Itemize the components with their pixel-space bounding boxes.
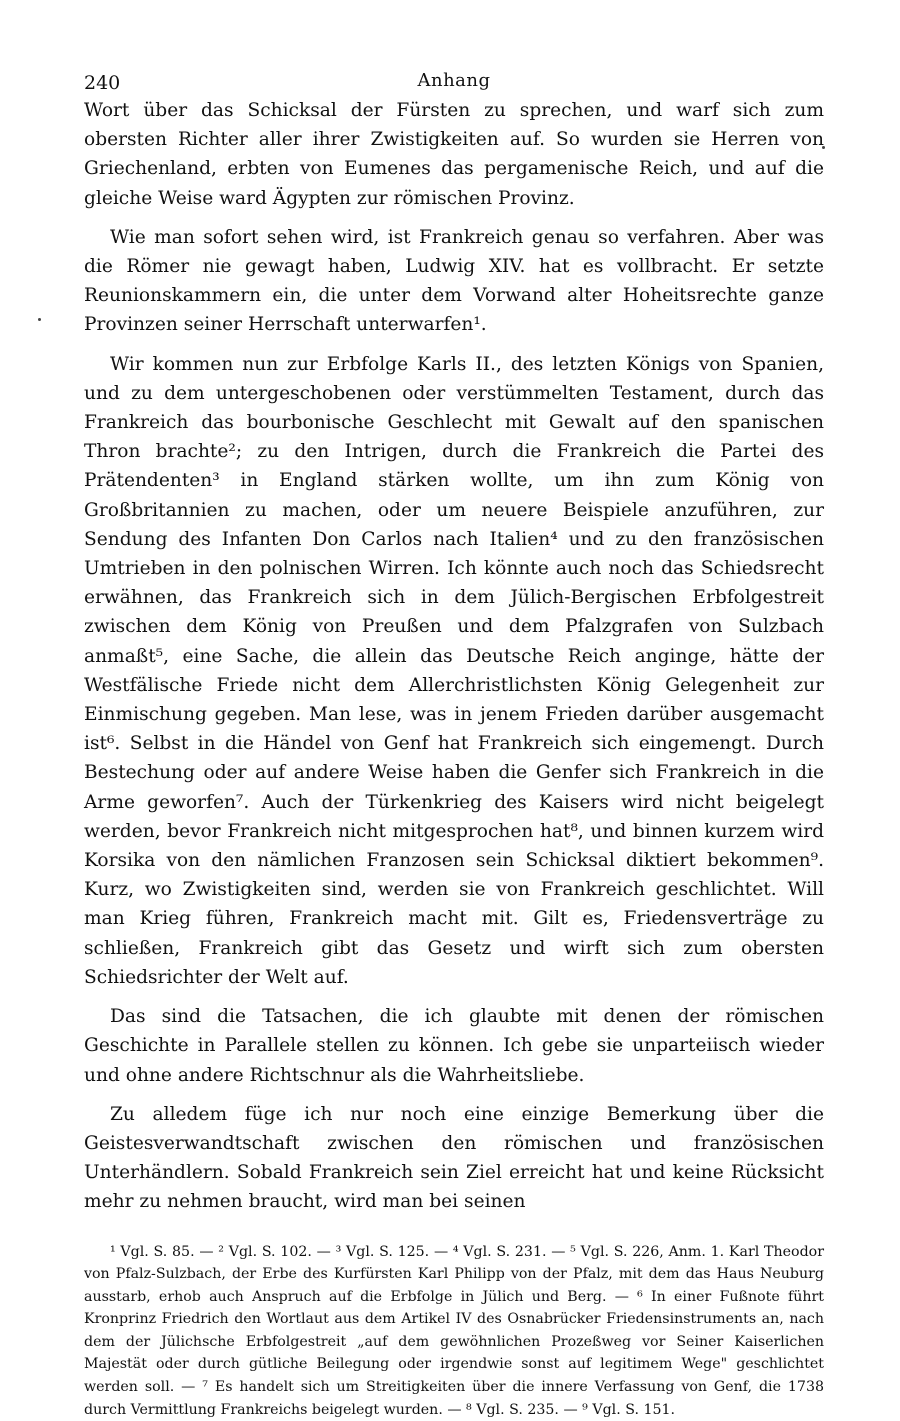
paragraph: Zu alledem füge ich nur noch eine einzige Bemerkung über die Geistesverwandtschaft zwischen den römischen und französischen Unterhändlern. Sobald Frankreich sein Ziel erreicht hat und keine Rücksicht mehr zu nehmen braucht, wird man bei seinen (84, 1103, 824, 1213)
footnote-text: ¹ Vgl. S. 85. — ² Vgl. S. 102. — ³ Vgl. S. 125. — ⁴ Vgl. S. 231. — ⁵ Vgl. S. 226, Anm. 1. Karl Theodor von Pfalz-Sulzbach, der Erbe des Kurfürsten Karl Philipp von der Pfalz, mit dem das Haus Neuburg ausstarb, erhob auch Anspruch auf die Erbfolge in Jülich und Berg. — ⁶ In einer Fußnote führt Kronprinz Friedrich den Wortlaut aus dem Artikel IV des Osnabrücker Friedensinstruments an, nach dem der Jülichsche Erbfolgestreit „auf dem gewöhnlichen Prozeßweg vor Seiner Kaiserlichen Majestät oder durch gütliche Beilegung oder irgendwie sonst auf legitimem Wege" geschlichtet werden soll. — ⁷ Es handelt sich um Streitigkeiten über die innere Verfassung von Genf, die 1738 durch Vermittlung Frankreichs beigelegt wurden. — ⁸ Vgl. S. 235. — ⁹ Vgl. S. 151. (84, 1243, 824, 1418)
paragraph: Wie man sofort sehen wird, ist Frankreich genau so verfahren. Aber was die Römer nie gewagt haben, Ludwig XIV. hat es vollbracht. Er setzte Reunionskammern ein, die unter dem Vorwand alter Hoheitsrechte ganze Provinzen seiner Herrschaft unterwarfen¹. (84, 226, 824, 336)
page-number: 240 (84, 72, 121, 94)
paragraph: Wir kommen nun zur Erbfolge Karls II., des letzten Königs von Spanien, und zu dem untergeschobenen oder verstümmelten Testament, durch das Frankreich das bourbonische Geschlecht mit Gewalt auf den spanischen Thron brachte²; zu den Intrigen, durch die Frankreich die Partei des Prätendenten³ in England stärken wollte, um ihn zum König von Großbritannien zu machen, oder um neuere Beispiele anzuführen, zur Sendung des Infanten Don Carlos nach Italien⁴ und zu den französischen Umtrieben in den polnischen Wirren. Ich könnte auch noch das Schiedsrecht erwähnen, das Frankreich sich in dem Jülich-Bergischen Erbfolgestreit zwischen dem König von Preußen und dem Pfalzgrafen von Sulzbach anmaßt⁵, eine Sache, die allein das Deutsche Reich anginge, hätte der Westfälische Friede nicht dem Allerchristlichsten König Gelegenheit zur Einmischung gegeben. Man lese, was in jenem Frieden darüber ausgemacht ist⁶. Selbst in die Händel von Genf hat Frankreich sich eingemengt. Durch Bestechung oder auf andere Weise haben die Genfer sich Frankreich in die Arme geworfen⁷. Auch der Türkenkrieg des Kaisers wird nicht beigelegt werden, bevor Frankreich nicht mitgesprochen hat⁸, und binnen kurzem wird Korsika von den nämlichen Franzosen sein Schicksal diktiert bekommen⁹. Kurz, wo Zwistigkeiten sind, werden sie von Frankreich geschlichtet. Will man Krieg führen, Frankreich macht mit. Gilt es, Friedensverträge zu schließen, Frankreich gibt das Gesetz und wirft sich zum obersten Schiedsrichter der Welt auf. (84, 353, 824, 988)
paragraph: Wort über das Schicksal der Fürsten zu sprechen, und warf sich zum obersten Richter aller ihrer Zwistigkeiten auf. So wurden sie Herren von Griechenland, erbten von Eumenes das pergamenische Reich, und auf die gleiche Weise ward Ägypten zur römischen Provinz. (84, 100, 824, 209)
margin-mark (38, 318, 41, 321)
document-page (84, 60, 824, 1421)
paragraph: Das sind die Tatsachen, die ich glaubte mit denen der römischen Geschichte in Parallele stellen zu können. Ich gebe sie unparteiisch wieder und ohne andere Richtschnur als die Wahrheitsliebe. (84, 1006, 824, 1086)
running-head: Anhang (417, 70, 491, 91)
page-header (84, 60, 824, 96)
body-text (84, 96, 824, 1217)
